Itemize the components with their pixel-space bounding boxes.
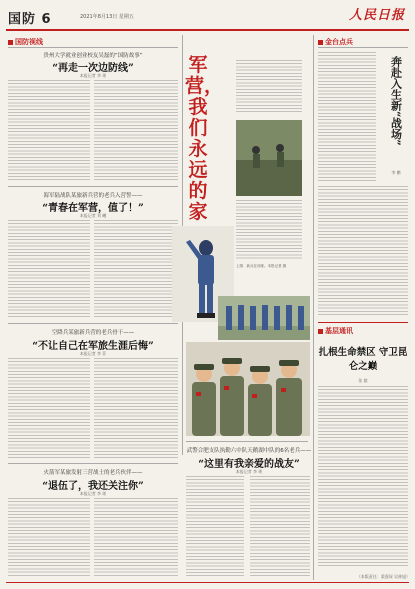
soldiers-group-photo: [186, 342, 310, 436]
header-rule: [6, 29, 409, 31]
feature-body: [236, 200, 302, 260]
story-title: 扎根生命禁区 守卫昆仑之巅: [318, 347, 408, 372]
divider: [8, 323, 178, 324]
issue-date: 2021年8月13日 星期五: [80, 14, 134, 20]
article-title: “不让自己在军旅生涯后悔”: [32, 341, 154, 352]
article-body: [8, 358, 90, 458]
feature-bottom-body: [250, 476, 310, 578]
photo-caption: 上图：新兵在训练。本报记者 摄: [236, 264, 287, 268]
article-body: [94, 220, 178, 318]
essay-author: 李 鹏: [391, 170, 401, 175]
essay-title-text: 奔赴入生新“战场”: [389, 56, 403, 146]
section-rule: [318, 322, 408, 323]
article-byline: 本报记者 李 瑶: [79, 491, 107, 496]
feature-body: [236, 60, 302, 114]
formation-photo: [218, 296, 310, 340]
article-kicker: 空降兵某旅新兵营的老兵骨干——: [51, 330, 135, 336]
footer-rule: [6, 582, 409, 583]
section-name: 国防 6: [8, 12, 52, 27]
article-body: [8, 498, 90, 578]
article-title: “退伍了，我还关注你”: [42, 481, 144, 492]
divider: [8, 186, 178, 187]
article-kicker: 贵州大学就业创业校友吴磊的“国防故事”: [43, 53, 143, 59]
divider: [8, 463, 178, 464]
article-body: [94, 358, 178, 458]
right-column-tag: 金台点兵: [318, 37, 353, 47]
editor-credit: （本版责任：梁嘉琛 吴林旭）: [356, 574, 410, 579]
article-title: “再走一次边防线”: [52, 63, 134, 74]
story-author: 张 毅: [358, 378, 368, 383]
feature-title: 军营，我们永远的家: [185, 54, 224, 223]
article-byline: 本报记者 李 菲: [79, 351, 107, 356]
training-photo: [236, 120, 302, 196]
essay-body: [318, 52, 376, 182]
article-title: “青春在军营，值了！”: [42, 203, 144, 214]
feature-bottom-body: [186, 476, 244, 578]
divider: [318, 47, 408, 48]
article-kicker: 火箭军某旅发射三营战士的老兵伙伴——: [43, 470, 143, 476]
article-byline: 本报记者 李 瑶: [79, 73, 107, 78]
essay-body: [318, 186, 408, 316]
article-body: [94, 80, 178, 180]
column-divider: [313, 35, 314, 580]
divider: [186, 441, 308, 442]
article-body: [94, 498, 178, 578]
feature-bottom-title: “这里有我亲爱的战友”: [198, 459, 300, 470]
feature-bottom-byline: 本报记者 李 瑶: [235, 469, 263, 474]
feature-bottom-kicker: 武警合肥支队执勤六中队天鹅湖中队的6名老兵——: [186, 448, 312, 454]
article-body: [8, 220, 90, 318]
right-column-tag-2: 基层通讯: [318, 326, 353, 336]
article-body: [8, 80, 90, 180]
story-body: [318, 386, 408, 568]
essay-title: [384, 56, 408, 149]
page-header: [0, 0, 415, 30]
left-column-tag: 国防视线: [8, 37, 43, 47]
article-kicker: 海军陆战队某旅新兵营的老兵入营誓——: [43, 193, 143, 199]
newspaper-logo: 人民日报: [348, 8, 405, 23]
article-byline: 本报记者 刘 曦: [79, 213, 107, 218]
divider: [8, 47, 178, 48]
